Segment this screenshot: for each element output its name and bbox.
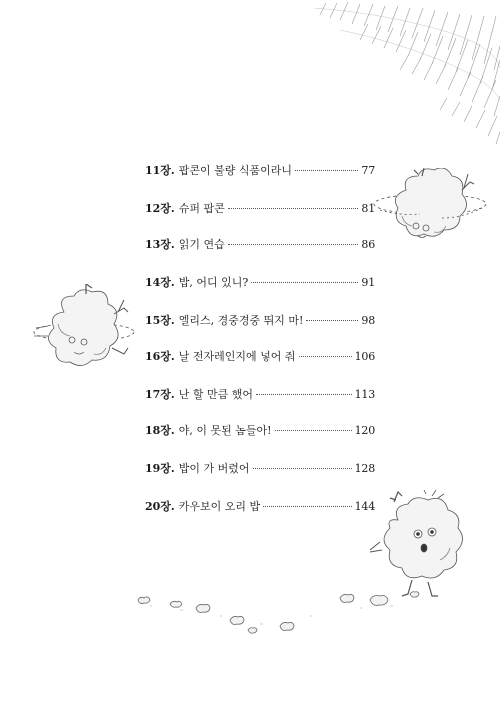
chapter-number: 12장. — [145, 202, 175, 215]
toc-entry — [145, 422, 375, 440]
toc-entry — [145, 348, 375, 366]
toc-entry — [145, 460, 375, 478]
scattered-popcorn-illustration — [130, 580, 430, 650]
dot-leader — [251, 282, 358, 283]
chapter-number: 17장. — [145, 388, 175, 401]
toc-entry — [145, 236, 375, 254]
page-number: 98 — [361, 314, 375, 327]
chapter-title: 읽기 연습 — [178, 238, 225, 251]
chapter-title: 야, 이 못된 놈들아! — [178, 424, 272, 437]
page-number: 128 — [354, 462, 375, 475]
chapter-title: 밥이 가 버렸어 — [178, 462, 250, 475]
chapter-title: 팝콘이 불량 식품이라니 — [178, 164, 293, 177]
chapter-number: 13장. — [145, 238, 175, 251]
dot-leader — [306, 320, 358, 321]
page-number: 120 — [354, 424, 375, 437]
chapter-number: 15장. — [145, 314, 175, 327]
chapter-number: 14장. — [145, 276, 175, 289]
dot-leader — [263, 506, 351, 507]
chapter-number: 20장. — [145, 500, 175, 513]
toc-entry — [145, 312, 375, 330]
page-number: 77 — [361, 164, 375, 177]
page-number: 91 — [361, 276, 375, 289]
toc-entry — [145, 200, 375, 218]
chapter-number: 11장. — [145, 164, 175, 177]
toc-entry — [145, 162, 375, 180]
chapter-title: 난 할 만큼 했어 — [178, 388, 254, 401]
toc-entry — [145, 498, 375, 516]
chapter-title: 슈퍼 팝콘 — [178, 202, 225, 215]
chapter-title: 밥, 어디 있니? — [178, 276, 249, 289]
chapter-number: 18장. — [145, 424, 175, 437]
dot-leader — [299, 356, 352, 357]
chapter-title: 날 전자레인지에 넣어 줘 — [178, 350, 296, 363]
dot-leader — [275, 430, 352, 431]
dot-leader — [256, 394, 352, 395]
toc-entry — [145, 274, 375, 292]
chapter-number: 16장. — [145, 350, 175, 363]
chapter-title: 엘리스, 경중경중 뛰지 마! — [178, 314, 304, 327]
page-number: 86 — [361, 238, 375, 251]
pencil-hatching-decoration — [300, 0, 500, 150]
popcorn-character-spinning-illustration — [28, 284, 140, 384]
chapter-title: 카우보이 오리 밥 — [178, 500, 261, 513]
page-number: 81 — [361, 202, 375, 215]
popcorn-character-spinning-illustration — [372, 168, 490, 258]
page-number: 106 — [354, 350, 375, 363]
page-number: 113 — [354, 388, 375, 401]
dot-leader — [228, 208, 359, 209]
dot-leader — [295, 170, 358, 171]
dot-leader — [253, 468, 352, 469]
chapter-number: 19장. — [145, 462, 175, 475]
page-number: 144 — [354, 500, 375, 513]
dot-leader — [228, 244, 359, 245]
toc-entry — [145, 386, 375, 404]
